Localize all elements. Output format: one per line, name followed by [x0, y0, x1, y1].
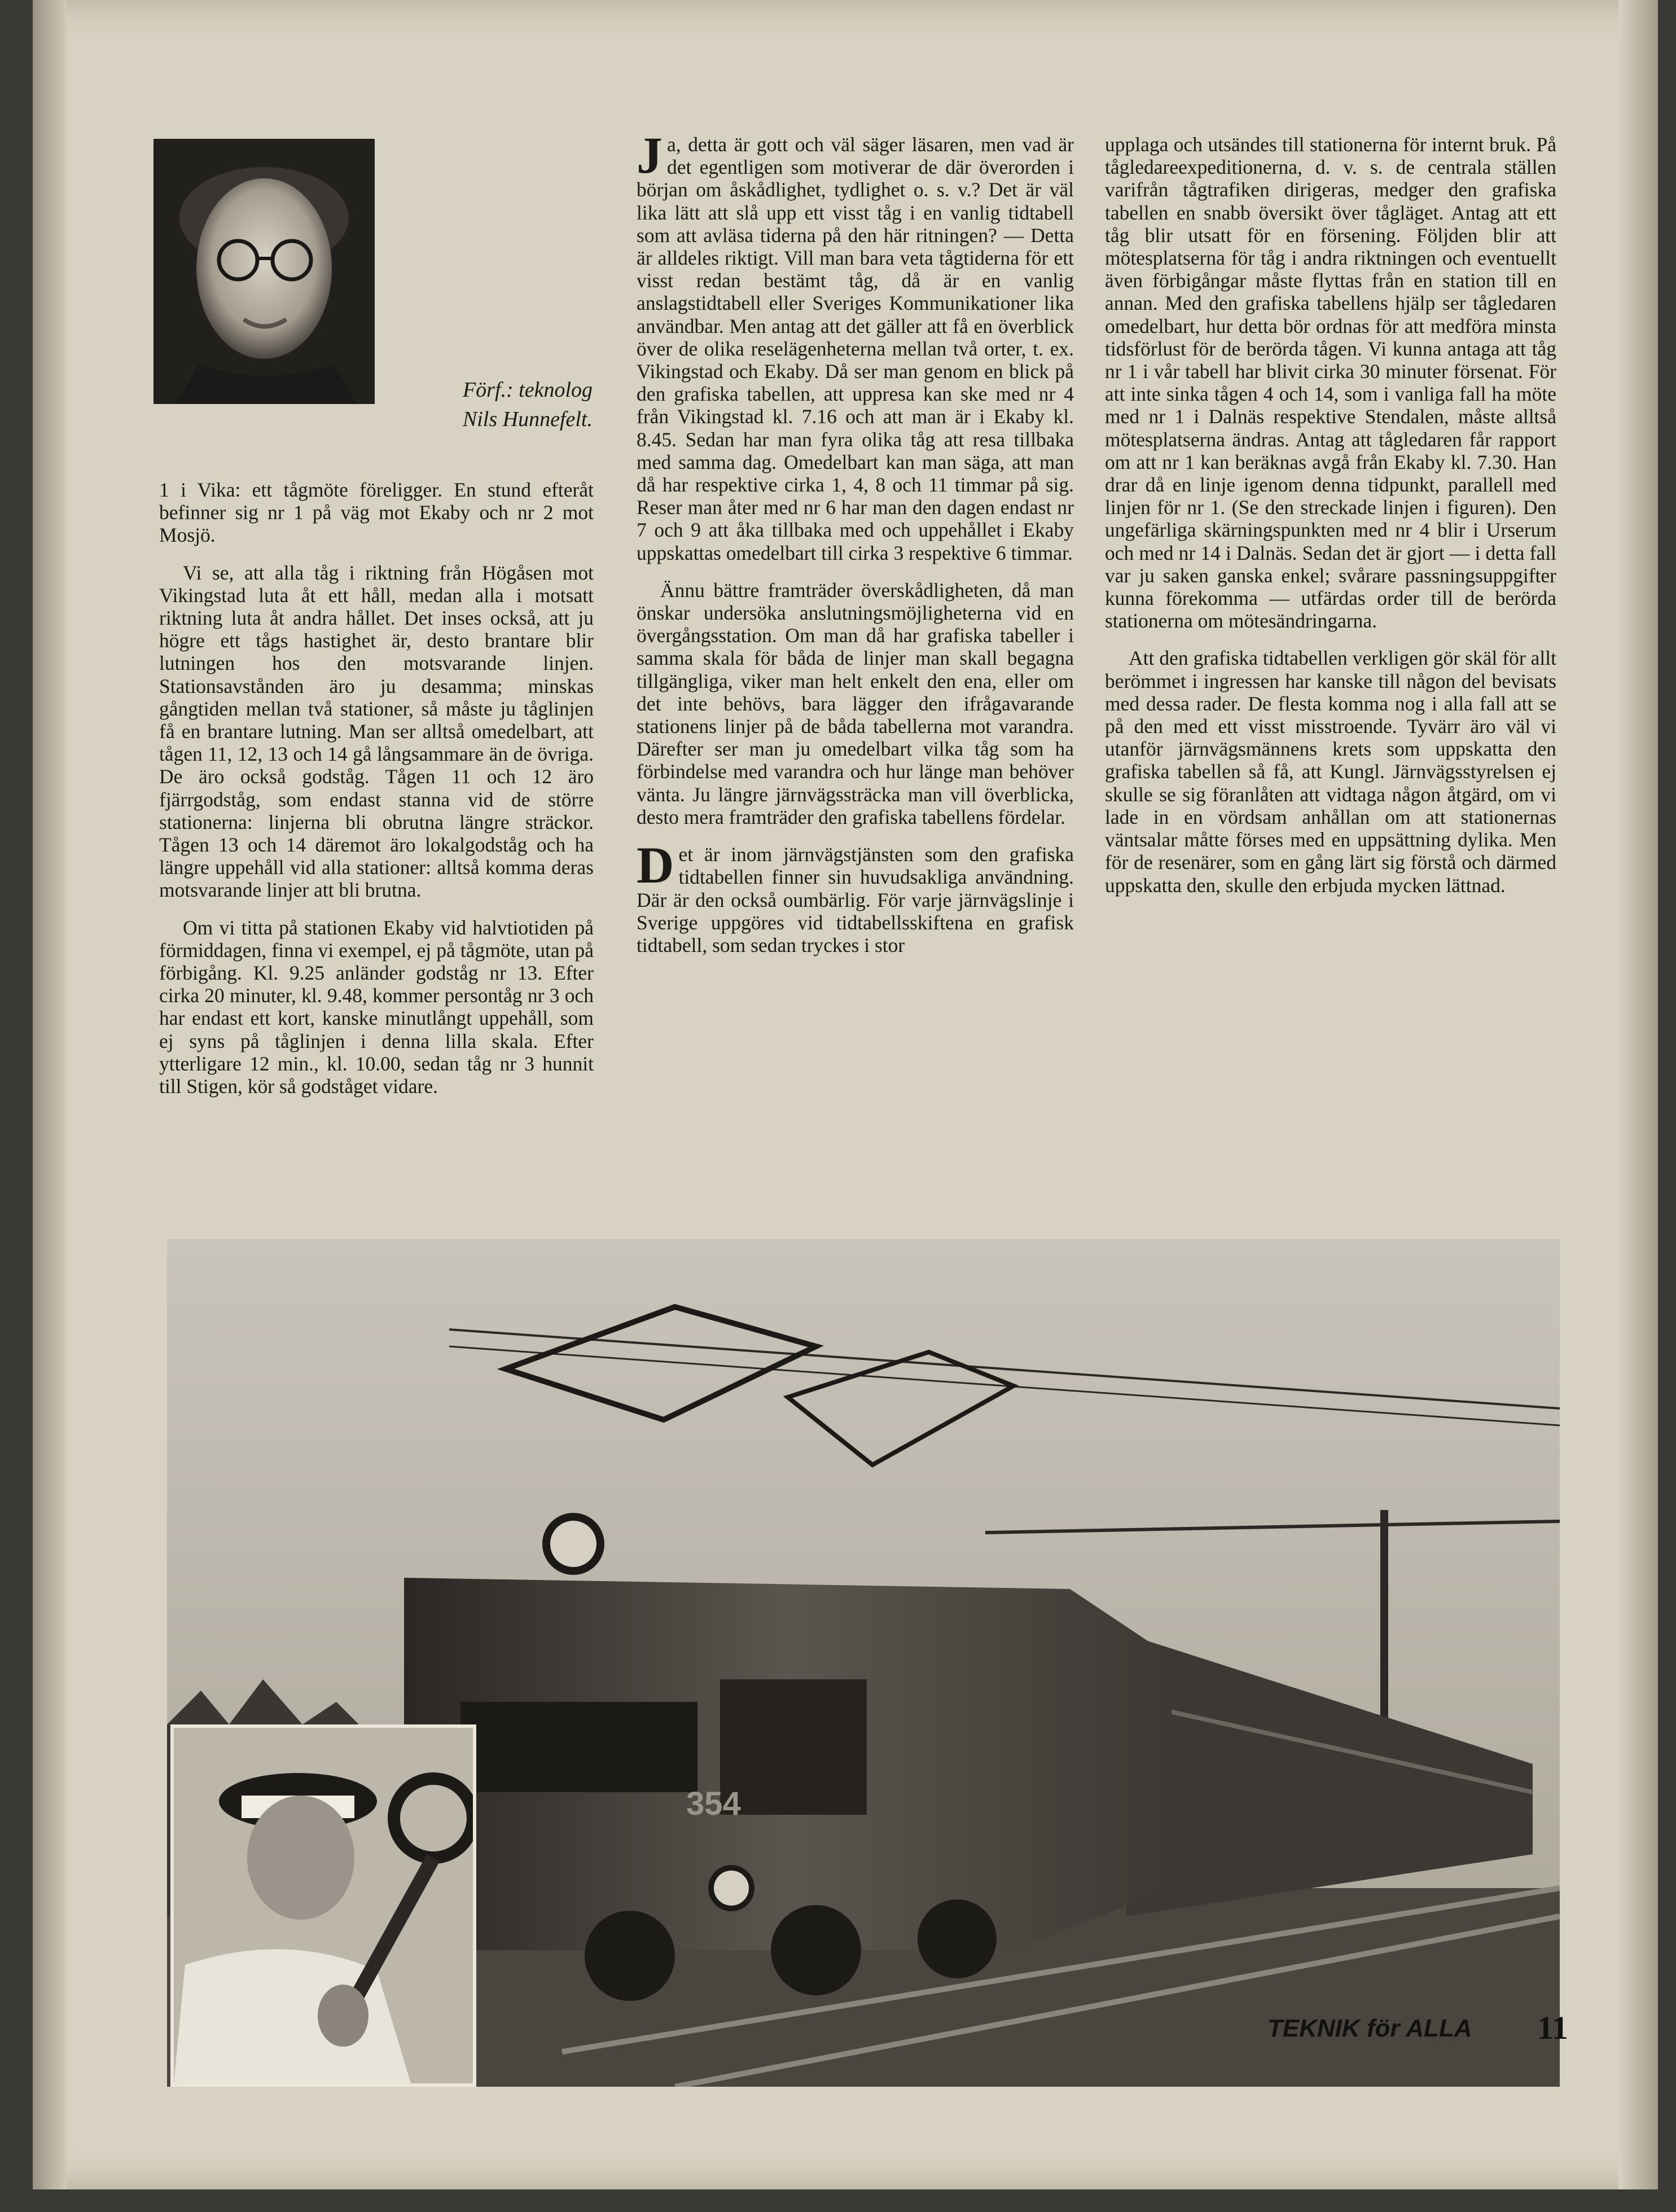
text-column-2	[637, 126, 1074, 971]
text-column-3	[1105, 133, 1556, 911]
signalman-inset-photo	[170, 1724, 476, 2087]
author-portrait-image	[153, 139, 375, 404]
col2-paragraph-3: Det är inom järnvägstjänsten som den grafiska tidtabellen finner sin huvudsakliga användning. Där är den också oumbärlig. För varje järnvägslinje i Sverige uppgöres vid tidtabellsskiftena en grafisk tidtabell, som sedan tryckes i stor	[637, 836, 1074, 956]
col1-paragraph-2: Vi se, att alla tåg i riktning från Högåsen mot Vikingstad luta åt ett håll, medan alla i motsatt riktning luta åt andra hållet. Det inses också, att ju högre ett tågs hastighet är, desto brantare blir lutningen hos den motsvarande linjen. Stationsavstånden äro ju desamma; minskas gångtiden mellan två stationer, så måste ju tåglinjen få en brantare lutning. Man ser alltså omedelbart, att tågen 11, 12, 13 och 14 gå långsammare än de övriga. De äro också godståg. Tågen 11 och 12 äro fjärrgodståg, som endast stanna vid de större stationerna: linjerna bli obrutna längre sträckor. Tågen 13 och 14 däremot äro lokalgodståg och ha längre uppehåll vid alla stationer: alltså komma deras motsvarande linjer att bli brutna.	[159, 561, 594, 902]
page-gutter	[33, 0, 67, 2189]
page-edge	[1618, 0, 1658, 2189]
col1-paragraph-3: Om vi titta på stationen Ekaby vid halvtiotiden på förmiddagen, finna vi exempel, ej på tågmöte, utan på förbigång. Kl. 9.25 anländer godståg nr 13. Efter cirka 20 minuter, kl. 9.48, kommer persontåg nr 3 och har endast ett kort, kanske minutlångt uppehåll, som ej syns på tåglinjen i denna lilla skala. Efter ytterligare 12 min., kl. 10.00, sedan tåg nr 3 hunnit till Stigen, kör så godståget vidare.	[159, 916, 594, 1098]
author-caption	[350, 375, 593, 434]
signalman-image	[174, 1728, 473, 2083]
col2-paragraph-1: Ja, detta är gott och väl säger läsaren, men vad är det egentligen som motiverar de där överorden i början om åskådlighet, tydlighet o. s. v.? Det är väl lika lätt att slå upp ett visst tåg i en vanlig tidtabell som att avläsa tiderna på den här ritningen? — Detta är alldeles riktigt. Vill man bara veta tågtiderna för ett visst redan bestämt tåg, då är en vanlig anslagstidtabell eller Sveriges Kommunikationer lika användbar. Men antag att det gäller att få en överblick över de olika reselägenheterna mellan två orter, t. ex. Vikingstad och Ekaby. Då ser man genom en blick på den grafiska tabellen, att uppresa kan ske med nr 4 från Vikingstad kl. 7.16 och att man är i Ekaby kl. 8.45. Sedan har man fyra olika tåg att resa tillbaka med samma dag. Omedelbart kan man säga, att man då har respektive cirka 1, 4, 8 och 11 timmar på sig. Reser man åter med nr 6 har man den dagen endast nr 7 och 9 att åka tillbaka med och uppehållet i Ekaby uppskattas omedelbart till cirka 3 respektive 6 timmar.	[637, 126, 1074, 564]
col3-paragraph-1: upplaga och utsändes till stationerna för internt bruk. På tågledareexpeditionerna, d. v. s. de centrala ställen varifrån tågtrafiken dirigeras, medger den grafiska tabellen en snabb översikt över tågläget. Antag att ett tåg blir utsatt för en försening. Följden blir att mötesplatserna för tåg i andra riktningen och eventuellt även förbigångar måste flyttas från en station till en annan. Med den grafiska tabellens hjälp ser tågledaren omedelbart, hur detta bör ordnas för att medföra minsta tidsförlust för de berörda tågen. Vi kunna antaga att tåg nr 1 i vår tabell har blivit cirka 30 minuter försenat. För att inte sinka tågen 4 och 14, som i vanliga fall ha möte med nr 1 i Dalnäs respektive Stendalen, måste alltså mötesplatserna ändras. Antag att tågledaren får rapport om att nr 1 kan beräknas avgå från Ekaby kl. 7.30. Han drar då en linje igenom denna tidpunkt, parallell med linjen för nr 1. (Se den streckade linjen i figuren). Den ungefärliga skärningspunkten med nr 4 blir i Urserum och med nr 14 i Dalnäs. Sedan det är gjort — i detta fall var ju saken ganska enkel; svårare passningsuppgifter kunna förekomma — utfärdas order till de berörda stationerna om mötesändringarna.	[1105, 133, 1556, 633]
dropcap-j: J	[637, 126, 662, 184]
author-portrait	[153, 139, 375, 404]
locomotive-number: 354	[686, 1785, 741, 1822]
page-number: 11	[1537, 2009, 1568, 2046]
caption-line-2: Nils Hunnefelt.	[462, 407, 593, 431]
magazine-title: TEKNIK för ALLA	[1267, 2014, 1472, 2042]
col1-paragraph-1: 1 i Vika: ett tågmöte föreligger. En stund efteråt befinner sig nr 1 på väg mot Ekaby och nr 2 mot Mosjö.	[159, 479, 594, 547]
col3-paragraph-2: Att den grafiska tidtabellen verkligen gör skäl för allt berömmet i ingressen har kanske till någon del bevisats med dessa rader. De flesta komma nog i alla fall att se på den med ett visst misstroende. Tyvärr äro väl vi utanför järnvägsmännens krets som uppskatta den grafiska tabellen så få, att Kungl. Järnvägsstyrelsen ej skulle se sig föranlåten att vidtaga någon åtgärd, om vi lade in en vördsam anhållan om att stationernas väntsalar måtte förses med en uppsättning dylika. Men för de resenärer, som en gång lärt sig förstå och därmed uppskatta den, skulle den erbjuda mycken lättnad.	[1105, 647, 1556, 897]
caption-line-1: Förf.: teknolog	[462, 378, 593, 402]
text-column-1	[159, 479, 594, 1112]
dropcap-d: D	[637, 836, 674, 894]
col2-paragraph-2: Ännu bättre framträder överskådligheten, då man önskar undersöka anslutningsmöjligheterna vid en övergångsstation. Om man då har grafiska tabeller i samma skala för båda de linjer man skall begagna tillgängliga, viker man helt enkelt den ena, eller om det inte behövs, bara lägger den ifrågavarande stationens linjer på de båda tabellerna mot varandra. Därefter ser man ju omedelbart vilka tåg som ha förbindelse med varandra och hur länge man behöver vänta. Ju längre järnvägssträcka man vill överblicka, desto mera framträder den grafiska tabellens fördelar.	[637, 578, 1074, 828]
